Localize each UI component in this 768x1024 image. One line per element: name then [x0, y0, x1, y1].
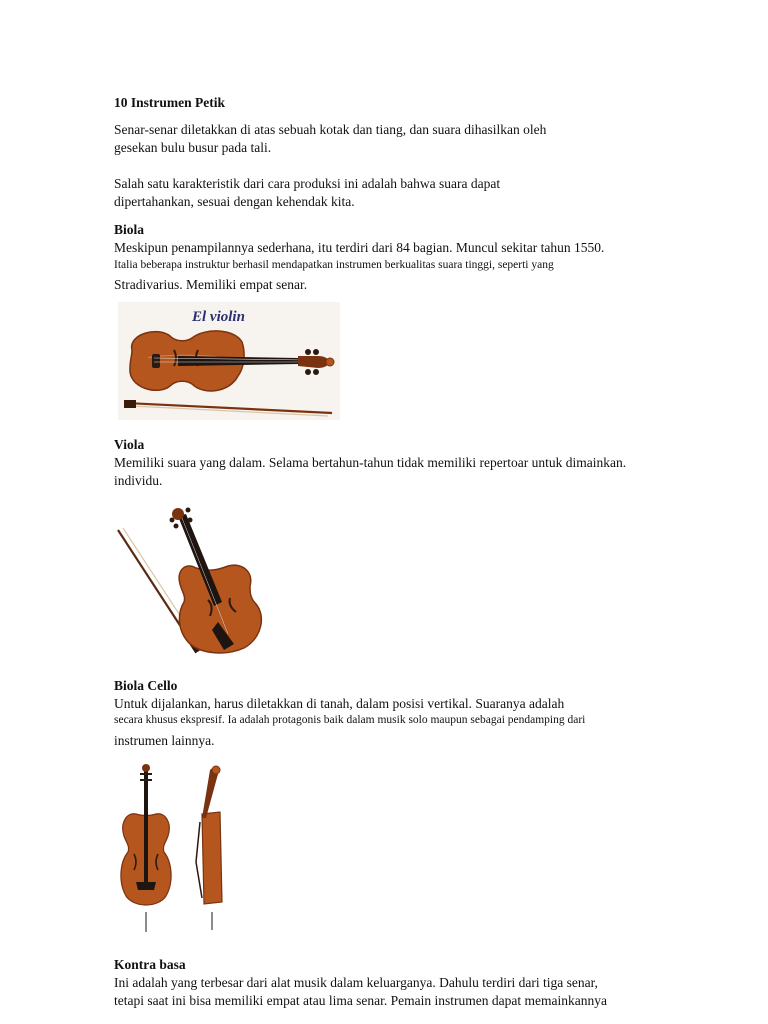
violin-image: [118, 302, 340, 420]
viola-image: [116, 504, 268, 656]
biola-line-1: Meskipun penampilannya sederhana, itu terdiri dari 84 bagian. Muncul sekitar tahun 1550.: [114, 240, 605, 255]
intro-line-3: Salah satu karakteristik dari cara produksi ini adalah bahwa suara dapat: [114, 176, 501, 191]
kontrabasa-line-1: Ini adalah yang terbesar dari alat musik dalam keluarganya. Dahulu terdiri dari tiga senar,: [114, 975, 598, 990]
biola-line-3: Stradivarius. Memiliki empat senar.: [114, 277, 308, 292]
viola-line-1: Memiliki suara yang dalam. Selama bertahun-tahun tidak memiliki repertoar untuk dimainkan.: [114, 455, 627, 470]
violin-caption: El violin: [192, 309, 245, 325]
biola-line-2: Italia beberapa instruktur berhasil mendapatkan instrumen berkualitas suara tinggi, seperti yang: [114, 259, 554, 271]
document-heading: 10 Instrumen Petik: [114, 95, 225, 110]
kontrabasa-title: Kontra basa: [114, 957, 186, 972]
cello-image: [116, 762, 226, 932]
viola-title: Viola: [114, 437, 145, 452]
cello-title: Biola Cello: [114, 678, 178, 693]
cello-line-3: instrumen lainnya.: [114, 733, 215, 748]
biola-title: Biola: [114, 222, 145, 237]
kontrabasa-line-2: tetapi saat ini bisa memiliki empat atau lima senar. Pemain instrumen dapat memainkannya: [114, 993, 607, 1008]
viola-line-2: individu.: [114, 473, 163, 488]
intro-line-1: Senar-senar diletakkan di atas sebuah kotak dan tiang, dan suara dihasilkan oleh: [114, 122, 547, 137]
cello-line-2: secara khusus ekspresif. Ia adalah protagonis baik dalam musik solo maupun sebagai pendamping dari: [114, 714, 586, 726]
intro-line-4: dipertahankan, sesuai dengan kehendak kita.: [114, 194, 355, 209]
cello-line-1: Untuk dijalankan, harus diletakkan di tanah, dalam posisi vertikal. Suaranya adalah: [114, 696, 565, 711]
intro-line-2: gesekan bulu busur pada tali.: [114, 140, 272, 155]
